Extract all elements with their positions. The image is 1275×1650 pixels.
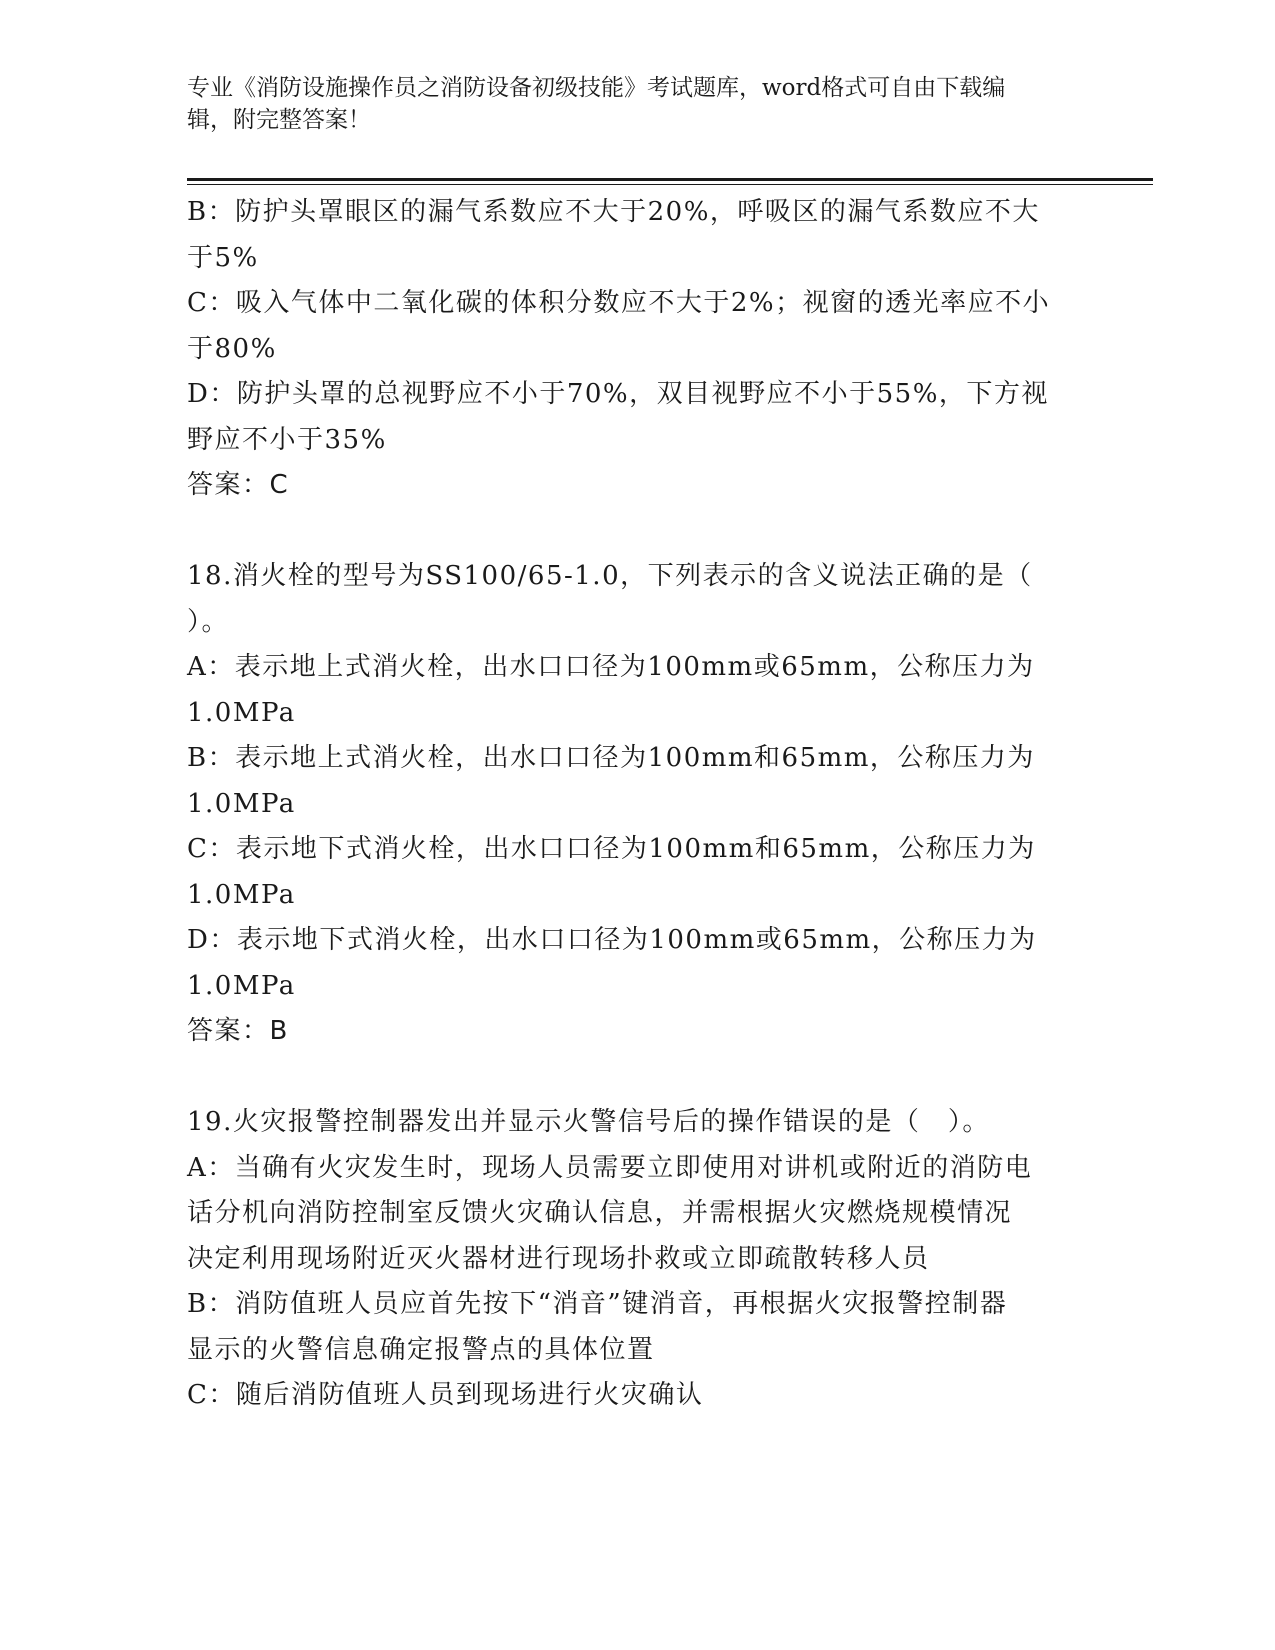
spacer (187, 1055, 1087, 1101)
q17-answer: 答案：C (187, 470, 290, 500)
spacer (187, 509, 1087, 555)
header-line-1: 专业《消防设施操作员之消防设备初级技能》考试题库，word格式可自由下载编 (187, 75, 1006, 101)
q18-stem-line-2: ）。 (187, 606, 230, 637)
question-19 (187, 1100, 1087, 1419)
q17-option-c-line-1: C：吸入气体中二氧化碳的体积分数应不大于2%；视窗的透光率应不小 (187, 288, 1051, 318)
q18-option-d-line-1: D：表示地下式消火栓，出水口口径为100mm或65mm，公称压力为 (187, 925, 1037, 955)
question-17 (187, 190, 1087, 509)
question-18 (187, 554, 1087, 1055)
q17-option-d-line-1: D：防护头罩的总视野应不小于70%，双目视野应不小于55%，下方视 (187, 379, 1049, 409)
header-divider-thin (187, 184, 1153, 185)
q19-option-a-line-1: A：当确有火灾发生时，现场人员需要立即使用对讲机或附近的消防电 (187, 1152, 1033, 1183)
header-divider-thick (187, 178, 1153, 181)
document-body (187, 190, 1087, 1419)
q17-option-c-line-2: 于80% (187, 333, 277, 364)
q18-answer: 答案：B (187, 1016, 289, 1046)
q18-option-a-line-1: A：表示地上式消火栓，出水口口径为100mm或65mm，公称压力为 (187, 652, 1035, 682)
q19-option-b-line-1: B：消防值班人员应首先按下“消音”键消音，再根据火灾报警控制器 (187, 1289, 1008, 1319)
header-line-2: 辑，附完整答案！ (187, 107, 371, 133)
q19-option-c-line-1: C：随后消防值班人员到现场进行火灾确认 (187, 1380, 704, 1410)
q18-stem-line-1: 18.消火栓的型号为SS100/65-1.0，下列表示的含义说法正确的是（ (187, 561, 1033, 591)
q17-option-b-line-2: 于5% (187, 242, 259, 273)
q18-option-d-line-2: 1.0MPa (187, 970, 296, 1001)
document-header (187, 72, 1067, 136)
q18-option-c-line-2: 1.0MPa (187, 879, 296, 910)
q17-option-d-line-2: 野应不小于35% (187, 424, 387, 455)
q18-option-b-line-2: 1.0MPa (187, 788, 296, 819)
q17-option-b-line-1: B：防护头罩眼区的漏气系数应不大于20%，呼吸区的漏气系数应不大 (187, 197, 1040, 227)
q18-option-a-line-2: 1.0MPa (187, 697, 296, 728)
q18-option-b-line-1: B：表示地上式消火栓，出水口口径为100mm和65mm，公称压力为 (187, 743, 1035, 773)
q19-option-a-line-2: 话分机向消防控制室反馈火灾确认信息，并需根据火灾燃烧规模情况 (187, 1198, 1013, 1228)
q19-option-a-line-3: 决定利用现场附近灭火器材进行现场扑救或立即疏散转移人员 (187, 1243, 930, 1274)
q19-option-b-line-2: 显示的火警信息确定报警点的具体位置 (187, 1334, 655, 1365)
q18-option-c-line-1: C：表示地下式消火栓，出水口口径为100mm和65mm，公称压力为 (187, 834, 1036, 864)
q19-stem-line-1: 19.火灾报警控制器发出并显示火警信号后的操作错误的是（ ）。 (187, 1107, 990, 1137)
